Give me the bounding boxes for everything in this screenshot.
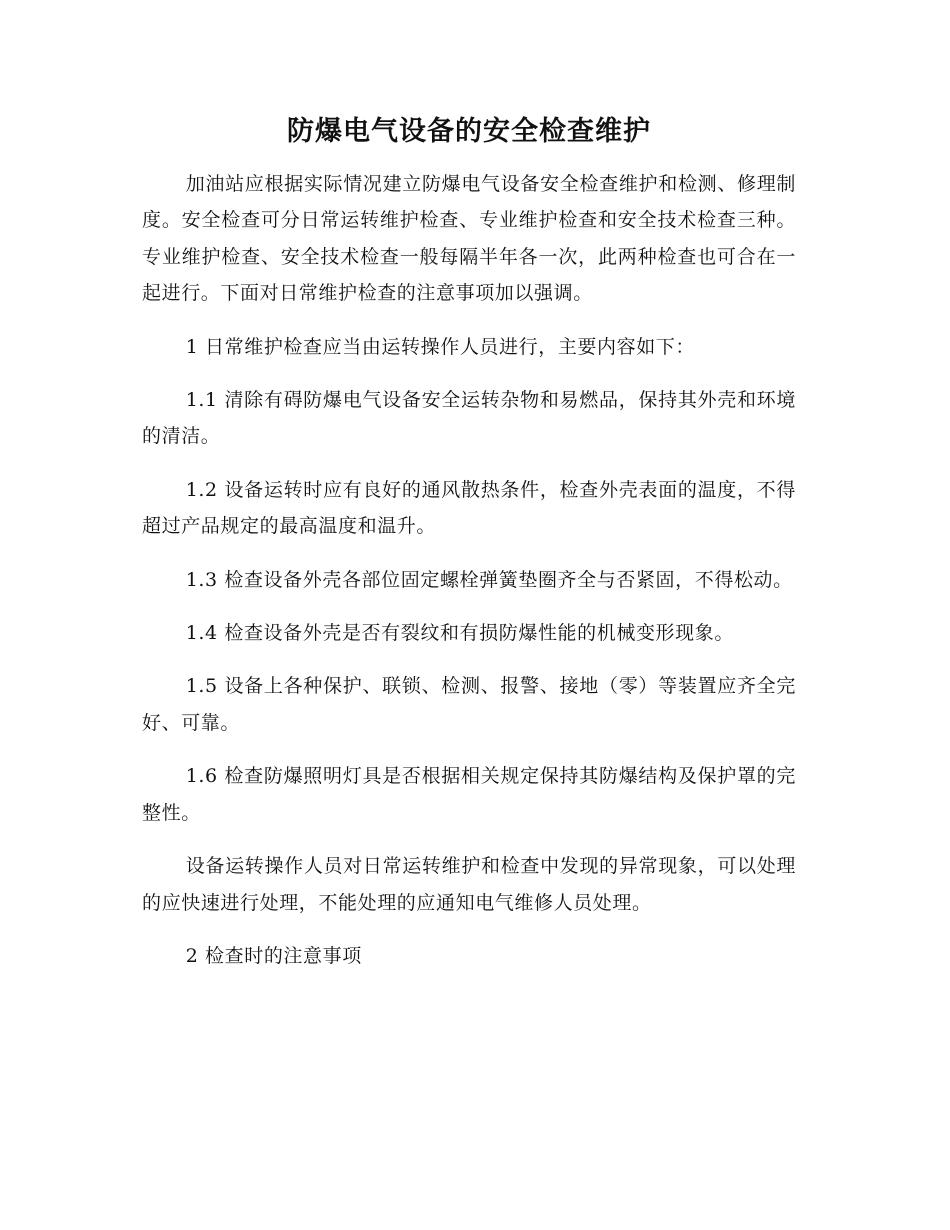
paragraph-intro: 加油站应根据实际情况建立防爆电气设备安全检查维护和检测、修理制度。安全检查可分日常运转维护检查、专业维护检查和安全技术检查三种。专业维护检查、安全技术检查一般每隔半年各一次，此两种检查也可合在一起进行。下面对日常维护检查的注意事项加以强调。 bbox=[142, 173, 796, 305]
paragraph-handling: 设备运转操作人员对日常运转维护和检查中发现的异常现象，可以处理的应快速进行处理，不能处理的应通知电气维修人员处理。 bbox=[142, 855, 796, 914]
paragraph-section-1: 1 日常维护检查应当由运转操作人员进行，主要内容如下： bbox=[185, 335, 696, 358]
paragraph-item-1-3: 1.3 检查设备外壳各部位固定螺栓弹簧垫圈齐全与否紧固，不得松动。 bbox=[185, 568, 793, 591]
paragraph-item-1-4: 1.4 检查设备外壳是否有裂纹和有损防爆性能的机械变形现象。 bbox=[185, 622, 734, 645]
paragraph-item-1-2: 1.2 设备运转时应有良好的通风散热条件，检查外壳表面的温度，不得超过产品规定的最高温度和温升。 bbox=[142, 478, 796, 538]
document-title: 防爆电气设备的安全检查维护 bbox=[287, 116, 651, 147]
paragraph-item-1-1: 1.1 清除有碍防爆电气设备安全运转杂物和易燃品，保持其外壳和环境的清洁。 bbox=[142, 389, 796, 448]
paragraph-item-1-5: 1.5 设备上各种保护、联锁、检测、报警、接地（零）等装置应齐全完好、可靠。 bbox=[142, 675, 796, 734]
document-body bbox=[142, 108, 796, 991]
paragraph-section-2: 2 检查时的注意事项 bbox=[185, 944, 362, 967]
paragraph-item-1-6: 1.6 检查防爆照明灯具是否根据相关规定保持其防爆结构及保护罩的完整性。 bbox=[142, 765, 796, 824]
